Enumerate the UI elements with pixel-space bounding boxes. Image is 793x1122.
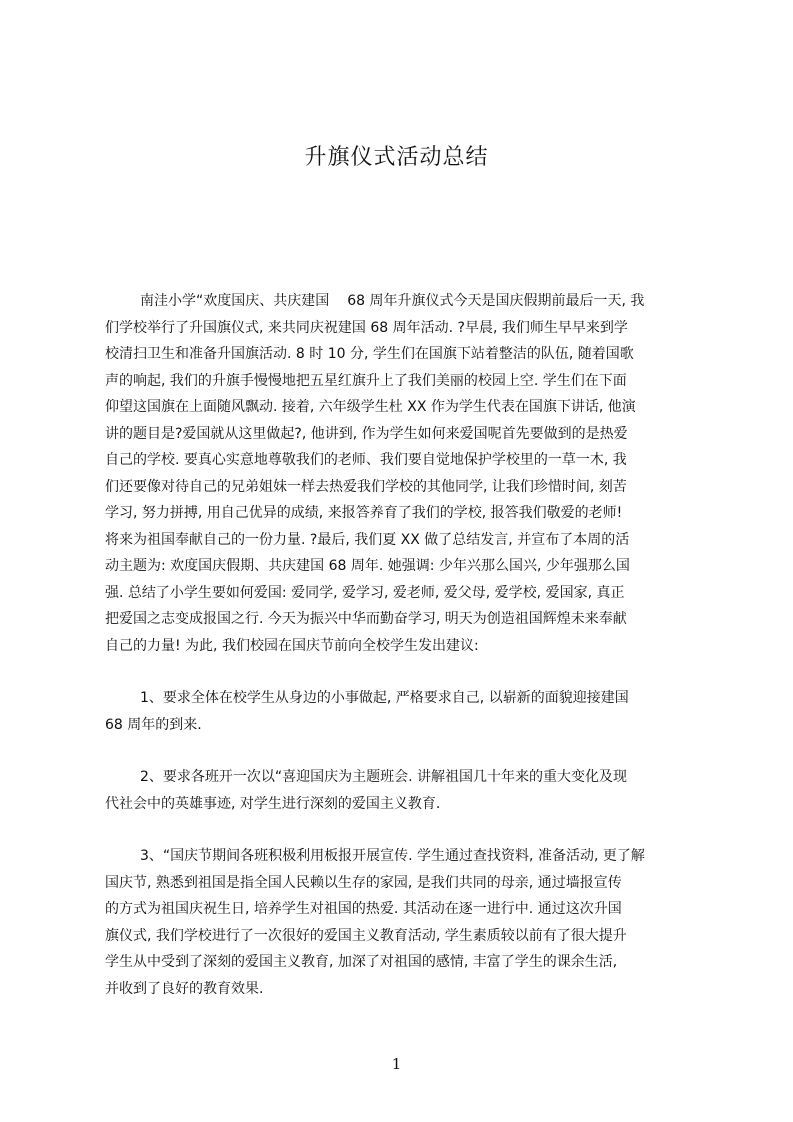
text-line: 学生从中受到了深刻的爱国主义教育, 加深了对祖国的感情, 丰富了学生的课余生活, — [105, 954, 618, 970]
text-line: 2、要求各班开一次以“喜迎国庆为主题班会. 讲解祖国几十年来的重大变化及现 — [140, 769, 628, 785]
text-line: 声的响起, 我们的升旗手慢慢地把五星红旗升上了我们美丽的校园上空. 学生们在下面 — [105, 372, 627, 389]
text-line: 将来为祖国奉献自己的一份力量. ?最后, 我们夏 XX 做了总结发言, 并宣布了本周的活 — [105, 531, 630, 548]
text-line: 讲的题目是?爱国就从这里做起?, 他讲到, 作为学生如何来爱国呢首先要做到的是热爱 — [105, 425, 628, 442]
text-line: 代社会中的英雄事迹, 对学生进行深刻的爱国主义教育. — [105, 795, 441, 812]
paragraph-1 — [105, 288, 697, 659]
paragraph-3 — [105, 764, 697, 817]
text-line: 强. 总结了小学生要如何爱国: 爱同学, 爱学习, 爱老师, 爱父母, 爱学校, 爱国家, 真正 — [105, 584, 625, 601]
text-line: 把爱国之志变成报国之行. 今天为振兴中华而勤奋学习, 明天为创造祖国辉煌未来奉献 — [105, 611, 627, 627]
text-line: 们学校举行了升国旗仪式, 来共同庆祝建国 68 周年活动. ?早晨, 我们师生早早来到学 — [105, 319, 628, 336]
page-number: 1 — [391, 1055, 402, 1073]
paragraph-2 — [105, 685, 697, 738]
text-line: 自己的力量! 为此, 我们校园在国庆节前向全校学生发出建议: — [105, 637, 479, 654]
text-line: 南洼小学“欢度国庆、共庆建国 68 周年升旗仪式今天是国庆假期前最后一天, 我 — [140, 293, 645, 309]
text-line: 国庆节, 熟悉到祖国是指全国人民赖以生存的家园, 是我们共同的母亲, 通过墙报宣传 — [105, 874, 622, 891]
text-line: 们还要像对待自己的兄弟姐妹一样去热爱我们学校的其他同学, 让我们珍惜时间, 刻苦 — [105, 478, 627, 495]
text-line: 3、“国庆节期间各班积极利用板报开展宣传. 学生通过查找资料, 准备活动, 更了解 — [140, 848, 645, 864]
text-line: 仰望这国旗在上面随风飘动. 接着, 六年级学生杜 XX 作为学生代表在国旗下讲话, 他演 — [105, 399, 636, 415]
text-line: 68 周年的到来. — [105, 716, 202, 733]
page-title: 升旗仪式活动总结 — [304, 145, 489, 170]
text-line: 自己的学校. 要真心实意地尊敬我们的老师、我们要自觉地保护学校里的一草一木, 我 — [105, 452, 627, 468]
text-line: 的方式为祖国庆祝生日, 培养学生对祖国的热爱. 其活动在逐一进行中. 通过这次升国 — [105, 901, 622, 917]
text-line: 学习, 努力拼搏, 用自己优异的成绩, 来报答养育了我们的学校, 报答我们敬爱的老师! — [105, 505, 623, 521]
text-line: 1、要求全体在校学生从身边的小事做起, 严格要求自己, 以崭新的面貌迎接建国 — [140, 690, 629, 706]
text-line: 动主题为: 欢度国庆假期、共庆建国 68 周年. 她强调: 少年兴那么国兴, 少年强那么国 — [105, 558, 630, 574]
text-line: 旗仪式, 我们学校进行了一次很好的爱国主义教育活动, 学生素质较以前有了很大提升 — [105, 927, 627, 944]
paragraph-4 — [105, 843, 697, 1002]
text-line: 并收到了良好的教育效果. — [105, 980, 264, 997]
text-line: 校清扫卫生和准备升国旗活动. 8 时 10 分, 学生们在国旗下站着整洁的队伍, 随着国歌 — [105, 346, 634, 362]
